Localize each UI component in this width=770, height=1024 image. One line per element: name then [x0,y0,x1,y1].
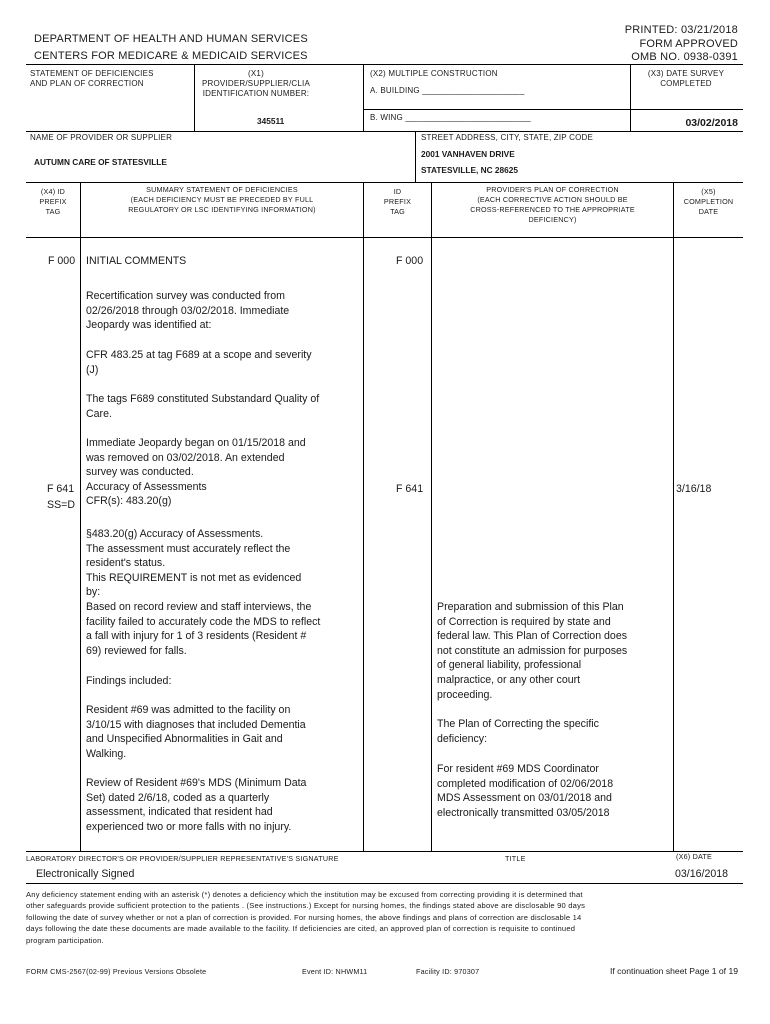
rule [26,883,743,884]
tag-f000-right: F 000 [396,255,424,267]
accuracy-paragraph: §483.20(g) Accuracy of Assessments. The assessment must accurately reflect the resident's status. This REQUIREMENT is not met as evidenced by: Based on record review and staff interviews, the facility failed to accurately code the MDS to reflect a fall with injury for 1 of 3 residents (Resident # 69) reviewed for falls. [86,528,321,657]
scope-severity: SS=D [47,499,75,511]
disclaimer-text: Any deficiency statement ending with an asterisk (*) denotes a deficiency which the institution may be excused from correcting providing it is determined that other safeguards provide sufficient protection to the patients . (See instructions.) Except for nursing homes, the findings stated above are disclosable 90 days following the date of survey whether or not a plan of correction is provided. For nursing homes, the above findings and plans of correction are disclosable 14 days following the date these documents are made available to the facility. If deficiencies are cited, an approved plan of correction is requisite to continued program participation. [26,890,586,945]
printed-date: PRINTED: 03/21/2018 [624,24,738,36]
form-number: FORM CMS-2567(02-99) Previous Versions Obsolete [26,967,207,976]
page-number: If continuation sheet Page 1 of 19 [609,966,738,976]
divider [415,131,416,182]
rule [26,131,743,132]
form-approved: FORM APPROVED [639,38,738,50]
city-state-zip: STATESVILLE, NC 28625 [421,165,518,175]
findings-heading: Findings included: [86,675,172,687]
provider-number: 345511 [257,116,285,126]
provider-name: AUTUMN CARE OF STATESVILLE [34,157,167,167]
column-header-plan: PROVIDER'S PLAN OF CORRECTION (EACH CORRECTIVE ACTION SHOULD BE CROSS-REFERENCED TO THE APPROPRIATE DEFICIENCY) [470,185,635,224]
rule [26,851,743,852]
signature-label: LABORATORY DIRECTOR'S OR PROVIDER/SUPPLIER REPRESENTATIVE'S SIGNATURE [26,854,339,863]
sqc-paragraph: The tags F689 constituted Substandard Quality of Care. [86,393,320,420]
event-id: Event ID: NHWM11 [302,967,368,976]
rule [26,64,743,65]
initial-comments-heading: INITIAL COMMENTS [86,255,187,267]
signature-date: 03/16/2018 [675,868,729,880]
provider-name-label: NAME OF PROVIDER OR SUPPLIER [30,133,173,142]
department-title: DEPARTMENT OF HEALTH AND HUMAN SERVICES [34,33,308,45]
column-header-id: ID PREFIX TAG [383,187,412,216]
rule [363,109,743,110]
rule [26,182,743,183]
cfr-paragraph: CFR 483.25 at tag F689 at a scope and severity (J) [86,349,312,376]
divider [363,64,364,131]
divider [80,182,81,851]
divider [630,64,631,131]
divider [673,182,674,851]
x2-label: (X2) MULTIPLE CONSTRUCTION [370,69,498,78]
plan-specific: The Plan of Correcting the specific deficiency: [437,718,599,745]
completion-date: 3/16/18 [676,483,712,495]
jeopardy-paragraph: Immediate Jeopardy began on 01/15/2018 and was removed on 03/02/2018. An extended survey was conducted. Accuracy of Assessments CFR(s): 483.20(g) [86,437,306,508]
tag-f000: F 000 [48,255,76,267]
omb-number: OMB NO. 0938-0391 [631,51,738,63]
facility-id: Facility ID: 970307 [416,967,480,976]
divider [363,182,364,851]
mds-review-paragraph: Review of Resident #69's MDS (Minimum Data Set) dated 2/6/18, coded as a quarterly assessment, indicated that resident had experienced two or more falls with no injury. [86,777,307,833]
divider [194,64,195,131]
street-address: 2001 VANHAVEN DRIVE [421,149,515,159]
date-label: (X6) DATE [676,852,713,861]
divider [431,182,432,851]
agency-title: CENTERS FOR MEDICARE & MEDICAID SERVICES [34,50,308,62]
title-label: TITLE [505,854,526,863]
plan-resident-69: For resident #69 MDS Coordinator completed modification of 02/06/2018 MDS Assessment on 03/01/2018 and electronically transmitted 03/05/2018 [437,763,614,819]
signature-value: Electronically Signed [36,868,135,880]
statement-label: STATEMENT OF DEFICIENCIES AND PLAN OF CORRECTION [30,69,154,88]
column-header-summary: SUMMARY STATEMENT OF DEFICIENCIES (EACH DEFICIENCY MUST BE PRECEDED BY FULL REGULATORY OR LSC IDENTIFYING INFORMATION) [128,185,316,214]
column-header-x4: (X4) ID PREFIX TAG [39,187,67,216]
plan-preamble: Preparation and submission of this Plan of Correction is required by state and federal law. This Plan of Correction does not constitute an admission for purposes of general liability, professional malpractice, or any other court proceeding. [437,601,628,701]
address-label: STREET ADDRESS, CITY, STATE, ZIP CODE [421,133,594,142]
x3-label: (X3) DATE SURVEY COMPLETED [647,69,725,88]
tag-f641: F 641 [47,483,75,495]
column-header-x5: (X5) COMPLETION DATE [683,187,734,216]
survey-paragraph: Recertification survey was conducted from 02/26/2018 through 03/02/2018. Immediate Jeopardy was identified at: [86,290,290,332]
resident-paragraph: Resident #69 was admitted to the facility on 3/10/15 with diagnoses that included Dementia and Unspecified Abnormalities in Gait and Walking. [86,704,306,760]
survey-date: 03/02/2018 [685,117,738,129]
rule [26,237,743,238]
x1-label: (X1) PROVIDER/SUPPLIER/CLIA IDENTIFICATION NUMBER: [202,69,310,98]
wing-label: B. WING ___________________________ [370,113,531,122]
tag-f641-right: F 641 [396,483,424,495]
building-label: A. BUILDING ______________________ [370,86,525,95]
